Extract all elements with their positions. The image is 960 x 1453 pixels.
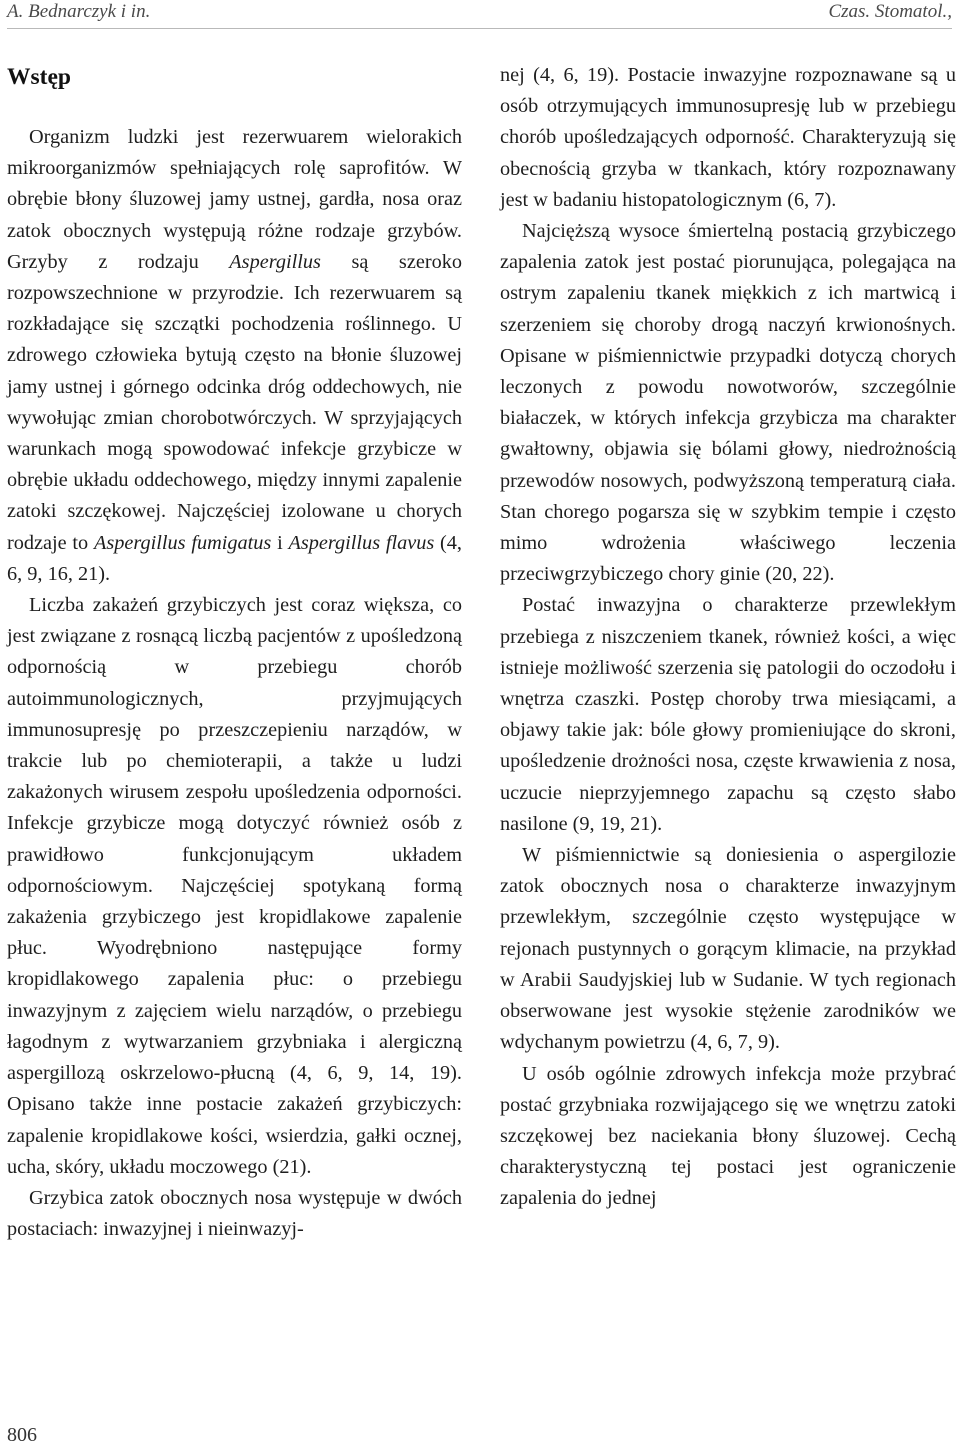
paragraph: Liczba zakażeń grzybiczych jest coraz większa, co jest związane z rosnącą liczbą pacjentów z upośledzoną odpornością w przebiegu chorób autoimmunologicznych, przyjmujących immunosupresję po przeszczepieniu narządów, w trakcie lub po chemioterapii, a także u ludzi zakażonych wirusem zespołu upośledzenia odporności. Infekcje grzybicze mogą dotyczyć również osób z prawidłowo funkcjonującym układem odpornościowym. Najczęściej spotykaną formą zakażenia grzybiczego jest kropidlakowe zapalenie płuc. Wyodrębniono następujące formy kropidlakowego zapalenia płuc: o przebiegu inwazyjnym z zajęciem wielu narządów, o przebiegu łagodnym z wytwarzaniem grzybniaka i alergiczną aspergillozą oskrzelowo-płucną (4, 6, 9, 14, 19). Opisano także inne postacie zakażeń grzybiczych: zapalenie kropidlakowe kości, wsierdzia, gałki ocznej, ucha, skóry, układu moczowego (21).	[7, 594, 462, 1178]
header-journal: Czas. Stomatol.,	[828, 1, 952, 22]
paragraph: nej (4, 6, 19). Postacie inwazyjne rozpoznawane są u osób otrzymujących immunosupresję lub w przebiegu chorób upośledzających odporność. Charakteryzują się obecnością grzyba w tkankach, który rozpoznawany jest w badaniu histopatologicznym (6, 7).	[500, 64, 956, 211]
paragraph: Postać inwazyjna o charakterze przewlekłym przebiega z niszczeniem tkanek, również kości, a więc istnieje możliwość szerzenia się patologii do oczodołu i wnętrza czaszki. Postęp choroby trwa miesiącami, a objawy takie jak: bóle głowy promieniujące do skroni, upośledzenie drożności nosa, częste krwawienia z nosa, uczucie nieprzyjemnego zapachu są często słabo nasilone (9, 19, 21).	[500, 594, 956, 835]
section-title: Wstęp	[7, 64, 71, 90]
header-authors: A. Bednarczyk i in.	[7, 1, 151, 22]
left-column	[7, 60, 462, 1245]
right-column	[500, 60, 956, 1215]
paragraph: W piśmiennictwie są doniesienia o aspergilozie zatok obocznych nosa o charakterze inwazyjnym przewlekłym, szczególnie często występujące w rejonach pustynnych o gorącym klimacie, na przykład w Arabii Saudyjskiej lub w Sudanie. W tych regionach obserwowane jest wysokie stężenie zarodników we wdychanym powietrzu (4, 6, 7, 9).	[500, 844, 956, 1054]
paragraph: Najcięższą wysoce śmiertelną postacią grzybiczego zapalenia zatok jest postać piorunująca, polegająca na ostrym zapaleniu tkanek miękkich z ich martwicą i szerzeniem się choroby drogą naczyń krwionośnych. Opisane w piśmiennictwie przypadki dotyczą chorych leczonych z powodu nowotworów, szczególnie białaczek, w których infekcja grzybicza ma charakter gwałtowny, objawia się bólami głowy, niedrożnością przewodów nosowych, podwyższoną temperaturą ciała. Stan chorego pogarsza się w szybkim tempie i często mimo wdrożenia właściwego leczenia przeciwgrzybiczego chory ginie (20, 22).	[500, 220, 956, 586]
paragraph: U osób ogólnie zdrowych infekcja może przybrać postać grzybniaka rozwijającego się we wnętrzu zatoki szczękowej bez naciekania błony śluzowej. Cechą charakterystyczną tej postaci jest ograniczenie zapalenia do jednej	[500, 1062, 956, 1210]
running-header	[7, 0, 952, 29]
paragraph: Grzybica zatok obocznych nosa występuje w dwóch postaciach: inwazyjnej i nieinwazyj-	[7, 1186, 462, 1241]
paragraph: Organizm ludzki jest rezerwuarem wielorakich mikroorganizmów spełniających rolę saprofitów. W obrębie błony śluzowej jamy ustnej, gardła, nosa oraz zatok obocznych występują różne rodzaje grzybów. Grzyby z rodzaju Aspergillus są szeroko rozpowszechnione w przyrodzie. Ich rezerwuarem są rozkładające się szczątki pochodzenia roślinnego. U zdrowego człowieka bytują często na błonie śluzowej jamy ustnej i górnego odcinka dróg oddechowych, nie wywołując zmian chorobotwórczych. W sprzyjających warunkach mogą spowodować infekcje grzybicze w obrębie układu oddechowego, między innymi zapalenie zatoki szczękowej. Najczęściej izolowane u chorych rodzaje to Aspergillus fumigatus i Aspergillus flavus (4, 6, 9, 16, 21).	[7, 126, 462, 585]
page-number: 806	[7, 1424, 37, 1446]
